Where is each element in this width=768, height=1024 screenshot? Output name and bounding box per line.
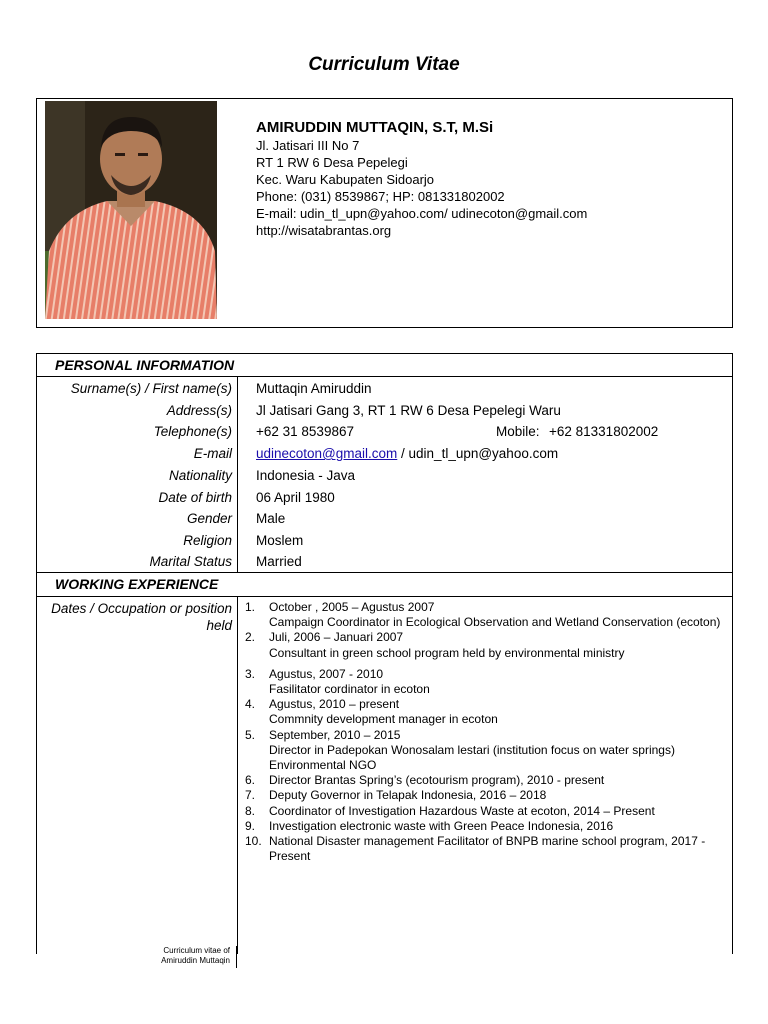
nationality-label: Nationality <box>168 468 232 483</box>
divider <box>37 376 732 377</box>
religion-label: Religion <box>183 533 232 548</box>
email-line: E-mail: udin_tl_upn@yahoo.com/ udinecoton@gmail.com <box>256 206 588 221</box>
address-label: Address(s) <box>166 403 232 418</box>
mobile-value: +62 81331802002 <box>549 424 659 439</box>
list-item: 6. Director Brantas Spring’s (ecotourism program), 2010 - present <box>245 773 605 788</box>
dob-value: 06 April 1980 <box>256 490 335 505</box>
header-box <box>36 98 733 328</box>
column-divider <box>237 596 238 954</box>
name-value: Muttaqin Amiruddin <box>256 381 372 396</box>
experience-label: Dates / Occupation or position held <box>51 601 232 633</box>
telephone-value: +62 31 8539867 <box>256 424 354 439</box>
list-item: 9. Investigation electronic waste with Green Peace Indonesia, 2016 <box>245 818 614 833</box>
address-line: Jl. Jatisari III No 7 <box>256 138 360 153</box>
phone-line: Phone: (031) 8539867; HP: 081331802002 <box>256 189 505 204</box>
cv-table <box>36 353 733 954</box>
marital-value: Married <box>256 554 302 569</box>
telephone-label: Telephone(s) <box>153 424 232 439</box>
document-title: Curriculum Vitae <box>308 54 460 75</box>
list-item: 8. Coordinator of Investigation Hazardous Waste at ecoton, 2014 – Present <box>245 803 655 818</box>
address-value: Jl Jatisari Gang 3, RT 1 RW 6 Desa Pepelegi Waru <box>256 403 561 418</box>
list-item: 7. Deputy Governor in Telapak Indonesia, 2016 – 2018 <box>245 788 547 803</box>
list-item: 10. National Disaster management Facilitator of BNPB marine school program, 2017 - Present <box>245 834 706 864</box>
profile-photo <box>45 101 217 319</box>
name-label: Surname(s) / First name(s) <box>70 381 232 396</box>
dob-label: Date of birth <box>158 490 232 505</box>
list-item: 4. Agustus, 2010 – present Commnity development manager in ecoton <box>245 697 498 727</box>
divider <box>37 596 732 597</box>
list-item: 3. Agustus, 2007 - 2010 Fasilitator cordinator in ecoton <box>245 666 430 697</box>
address-line: Kec. Waru Kabupaten Sidoarjo <box>256 172 435 187</box>
page-footer: Curriculum vitae of Amiruddin Muttaqin <box>161 946 230 965</box>
mobile-label: Mobile: <box>496 424 540 439</box>
address-line: RT 1 RW 6 Desa Pepelegi <box>256 155 408 170</box>
experience-list <box>245 600 729 864</box>
list-item: 1. October , 2005 – Agustus 2007 Campaign Coordinator in Ecological Observation and Wetland Conservation (ecoton) <box>245 600 721 630</box>
email-value <box>256 446 558 461</box>
gender-value: Male <box>256 511 286 526</box>
nationality-value: Indonesia - Java <box>256 468 356 483</box>
gender-label: Gender <box>186 511 232 526</box>
footer-divider <box>236 946 237 968</box>
email-label: E-mail <box>193 446 232 461</box>
working-experience-heading: WORKING EXPERIENCE <box>55 576 219 592</box>
marital-label: Marital Status <box>149 554 232 569</box>
list-item: 2. Juli, 2006 – Januari 2007 Consultant in green school program held by environmental ministry <box>245 630 625 660</box>
email-link[interactable]: udinecoton@gmail.com <box>256 446 398 461</box>
full-name: AMIRUDDIN MUTTAQIN, S.T, M.Si <box>256 119 494 136</box>
email-rest: / udin_tl_upn@yahoo.com <box>397 446 559 461</box>
column-divider <box>237 376 238 572</box>
religion-value: Moslem <box>256 533 304 548</box>
contact-block <box>256 119 587 239</box>
website-line[interactable]: http://wisatabrantas.org <box>256 223 392 238</box>
personal-info-heading: PERSONAL INFORMATION <box>55 357 235 373</box>
list-item: 5. September, 2010 – 2015 Director in Padepokan Wonosalam lestari (institution focus on water springs) Environmental NGO <box>245 727 675 773</box>
